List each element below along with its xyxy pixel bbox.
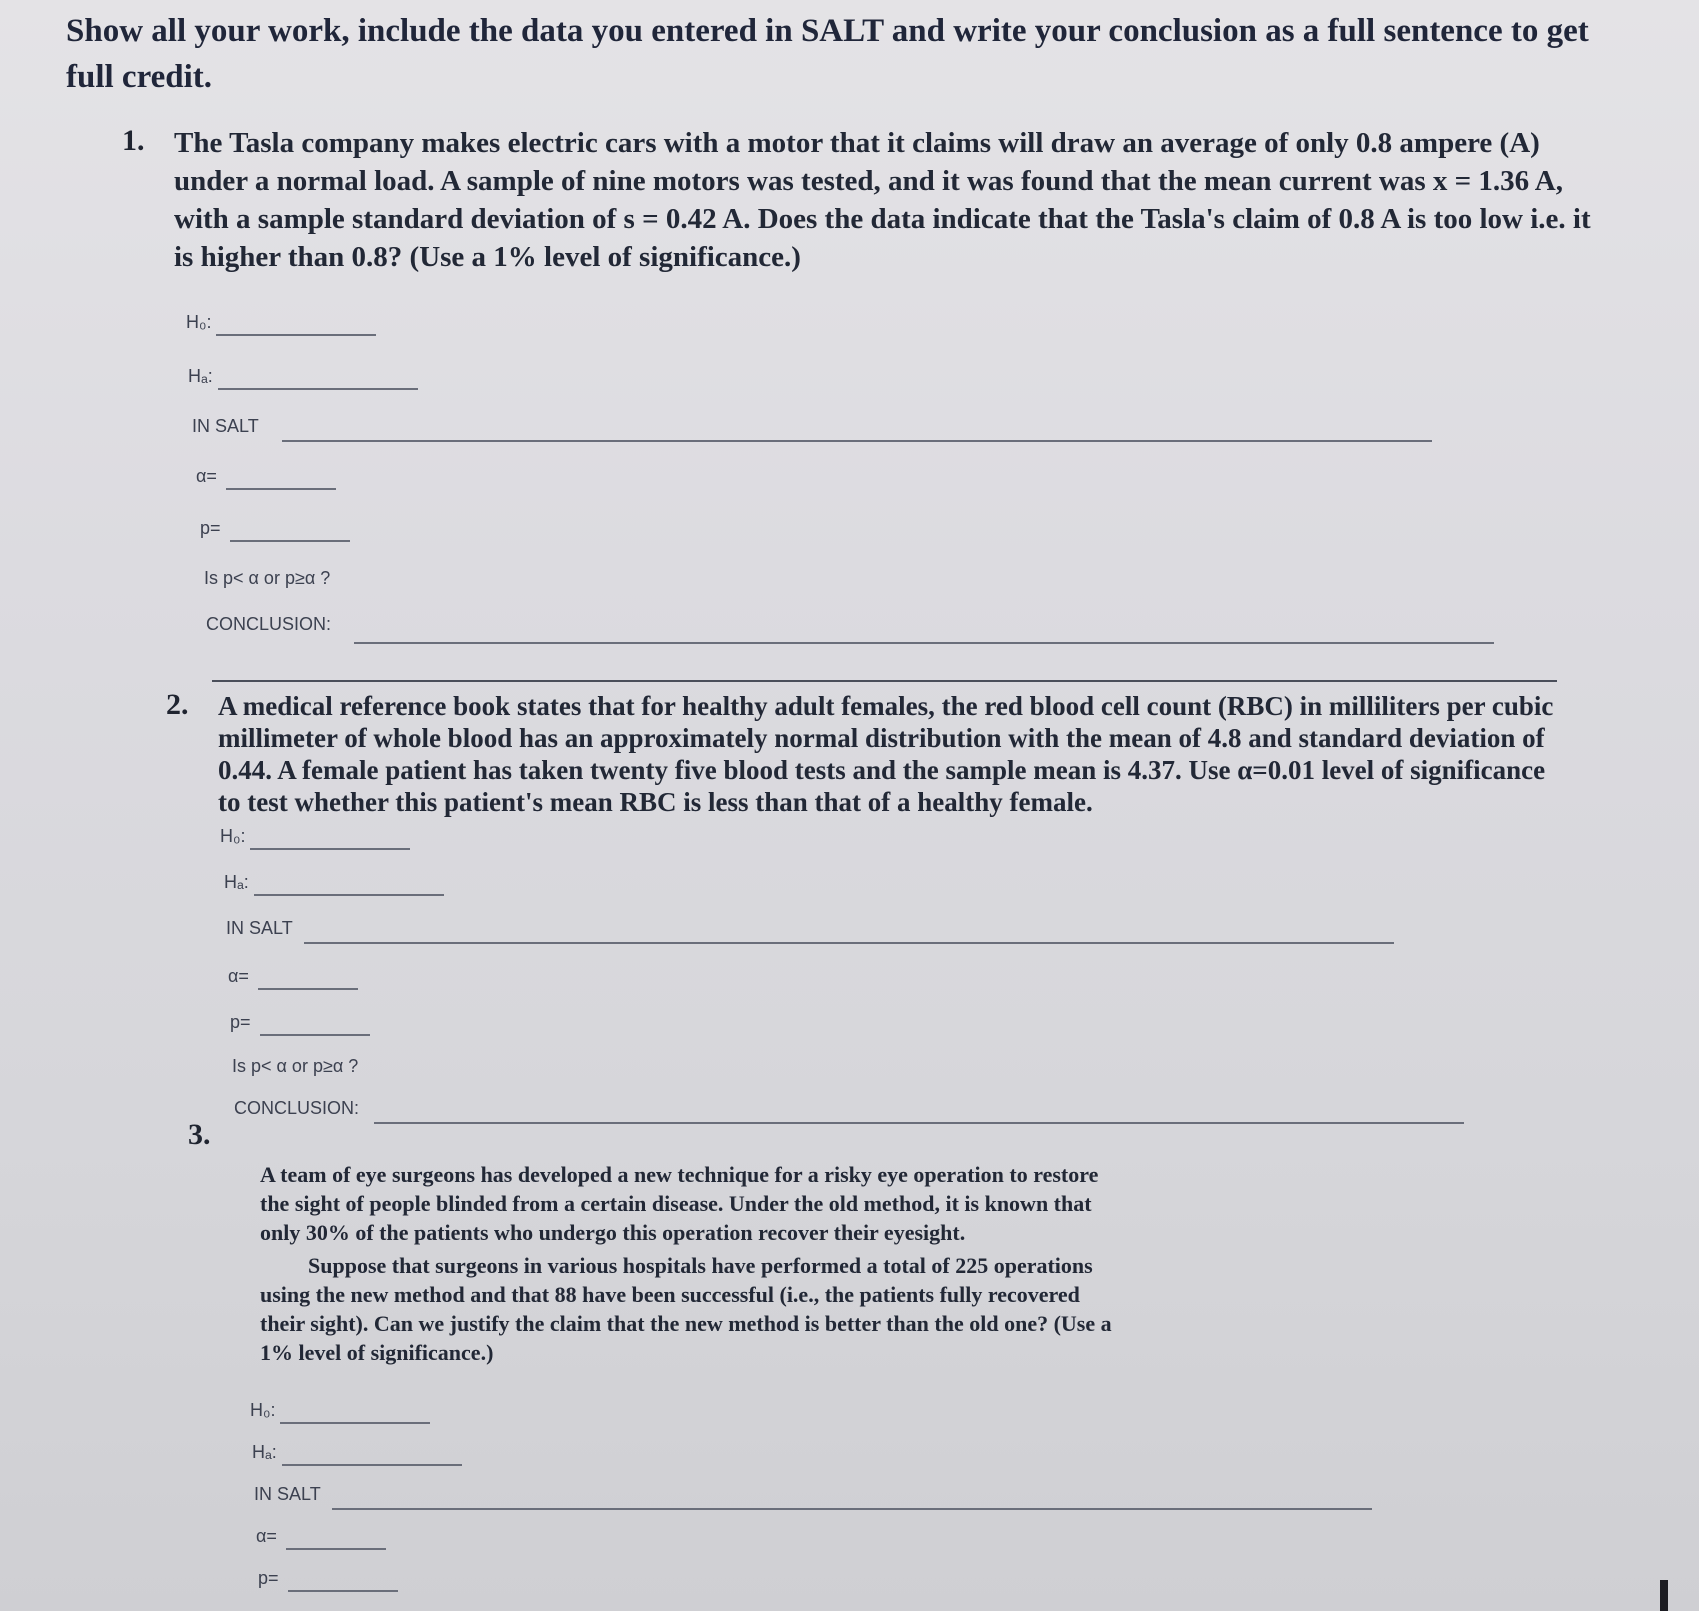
q2-p-field [230, 1012, 251, 1033]
q1-h0-blank[interactable] [216, 334, 376, 336]
q3-ha-label: Hₐ: [252, 1442, 277, 1462]
q1-conclusion-second-line[interactable] [212, 680, 1557, 682]
q2-h0-field [220, 826, 245, 847]
q1-p-field [200, 518, 221, 539]
question-1-number: 1. [122, 124, 145, 157]
q3-salt-blank[interactable] [332, 1508, 1372, 1510]
q3-alpha-field [256, 1526, 277, 1547]
question-2-number: 2. [166, 688, 189, 721]
q2-salt-label: IN SALT [226, 918, 293, 938]
q2-compare-label: Is p< α or p≥α ? [232, 1056, 359, 1076]
q2-conclusion-field [234, 1098, 359, 1119]
q1-salt-blank[interactable] [282, 440, 1432, 442]
screen-edge-marker [1660, 1580, 1668, 1611]
q2-alpha-field [228, 966, 249, 987]
q3-p-label: p= [258, 1568, 279, 1588]
q2-compare-field [232, 1056, 358, 1077]
q2-conclusion-blank[interactable] [374, 1122, 1464, 1124]
q2-h0-label: H₀: [220, 826, 246, 846]
q1-ha-field [188, 366, 213, 387]
q1-p-label: p= [200, 518, 221, 538]
q1-salt-field [192, 416, 259, 437]
q3-h0-label: H₀: [250, 1400, 276, 1420]
q3-p-blank[interactable] [288, 1590, 398, 1592]
q1-h0-label: H₀: [186, 312, 212, 332]
question-3-paragraph-2: Suppose that surgeons in various hospitals have performed a total of 225 operations using the new method and that 88 have been successful (i.e., the patients fully recovered their sight). Can we justify the claim that the new method is better than the old one? (Use a 1% level of significance.) [260, 1253, 1112, 1365]
q1-conclusion-blank[interactable] [354, 642, 1494, 644]
q3-h0-field [250, 1400, 275, 1421]
question-3-number: 3. [188, 1118, 211, 1151]
instructions-header: Show all your work, include the data you entered in SALT and write your conclusion as a full sentence to get full credit. [66, 13, 1589, 95]
q1-ha-blank[interactable] [218, 388, 418, 390]
q3-ha-blank[interactable] [282, 1464, 462, 1466]
q3-ha-field [252, 1442, 277, 1463]
q1-alpha-label: α= [196, 466, 217, 486]
q1-conclusion-label: CONCLUSION: [206, 614, 332, 634]
q1-ha-label: Hₐ: [188, 366, 213, 386]
q1-alpha-blank[interactable] [226, 488, 336, 490]
q2-h0-blank[interactable] [250, 848, 410, 850]
q3-alpha-blank[interactable] [286, 1548, 386, 1550]
q1-compare-field [204, 568, 330, 589]
q3-salt-field [254, 1484, 321, 1505]
q1-compare-label: Is p< α or p≥α ? [204, 568, 331, 588]
question-2-text: A medical reference book states that for healthy adult females, the red blood cell count (RBC) in milliliters per cubic millimeter of whole blood has an approximately normal distribution with the mean of 4.8 and standard deviation of 0.44. A female patient has taken twenty five blood tests and the sample mean is 4.37. Use α=0.01 level of significance to test whether this patient's mean RBC is less than that of a healthy female. [218, 691, 1554, 817]
q1-alpha-field [196, 466, 217, 487]
q2-p-blank[interactable] [260, 1034, 370, 1036]
q2-salt-blank[interactable] [304, 942, 1394, 944]
q1-conclusion-field [206, 614, 331, 635]
q2-ha-label: Hₐ: [224, 872, 249, 892]
q2-conclusion-label: CONCLUSION: [234, 1098, 360, 1118]
q1-p-blank[interactable] [230, 540, 350, 542]
q1-salt-label: IN SALT [192, 416, 259, 436]
question-1-text: The Tasla company makes electric cars with a motor that it claims will draw an average of only 0.8 ampere (A) under a normal load. A sample of nine motors was tested, and it was found that the mean current was x = 1.36 A, with a sample standard deviation of s = 0.42 A. Does the data indicate that the Tasla's claim of 0.8 A is too low i.e. it is higher than 0.8? (Use a 1% level of significance.) [174, 127, 1591, 273]
question-3-text [260, 1160, 1130, 1371]
question-3-paragraph-1: A team of eye surgeons has developed a new technique for a risky eye operation to restore the sight of people blinded from a certain disease. Under the old method, it is known that only 30% of the patients who undergo this operation recover their eyesight. [260, 1162, 1099, 1245]
q2-alpha-label: α= [228, 966, 249, 986]
q2-alpha-blank[interactable] [258, 988, 358, 990]
q2-ha-blank[interactable] [254, 894, 444, 896]
q2-salt-field [226, 918, 293, 939]
q3-p-field [258, 1568, 279, 1589]
q3-h0-blank[interactable] [280, 1422, 430, 1424]
q2-p-label: p= [230, 1012, 251, 1032]
q1-h0-field [186, 312, 211, 333]
q2-ha-field [224, 872, 249, 893]
q3-salt-label: IN SALT [254, 1484, 321, 1504]
q3-alpha-label: α= [256, 1526, 277, 1546]
